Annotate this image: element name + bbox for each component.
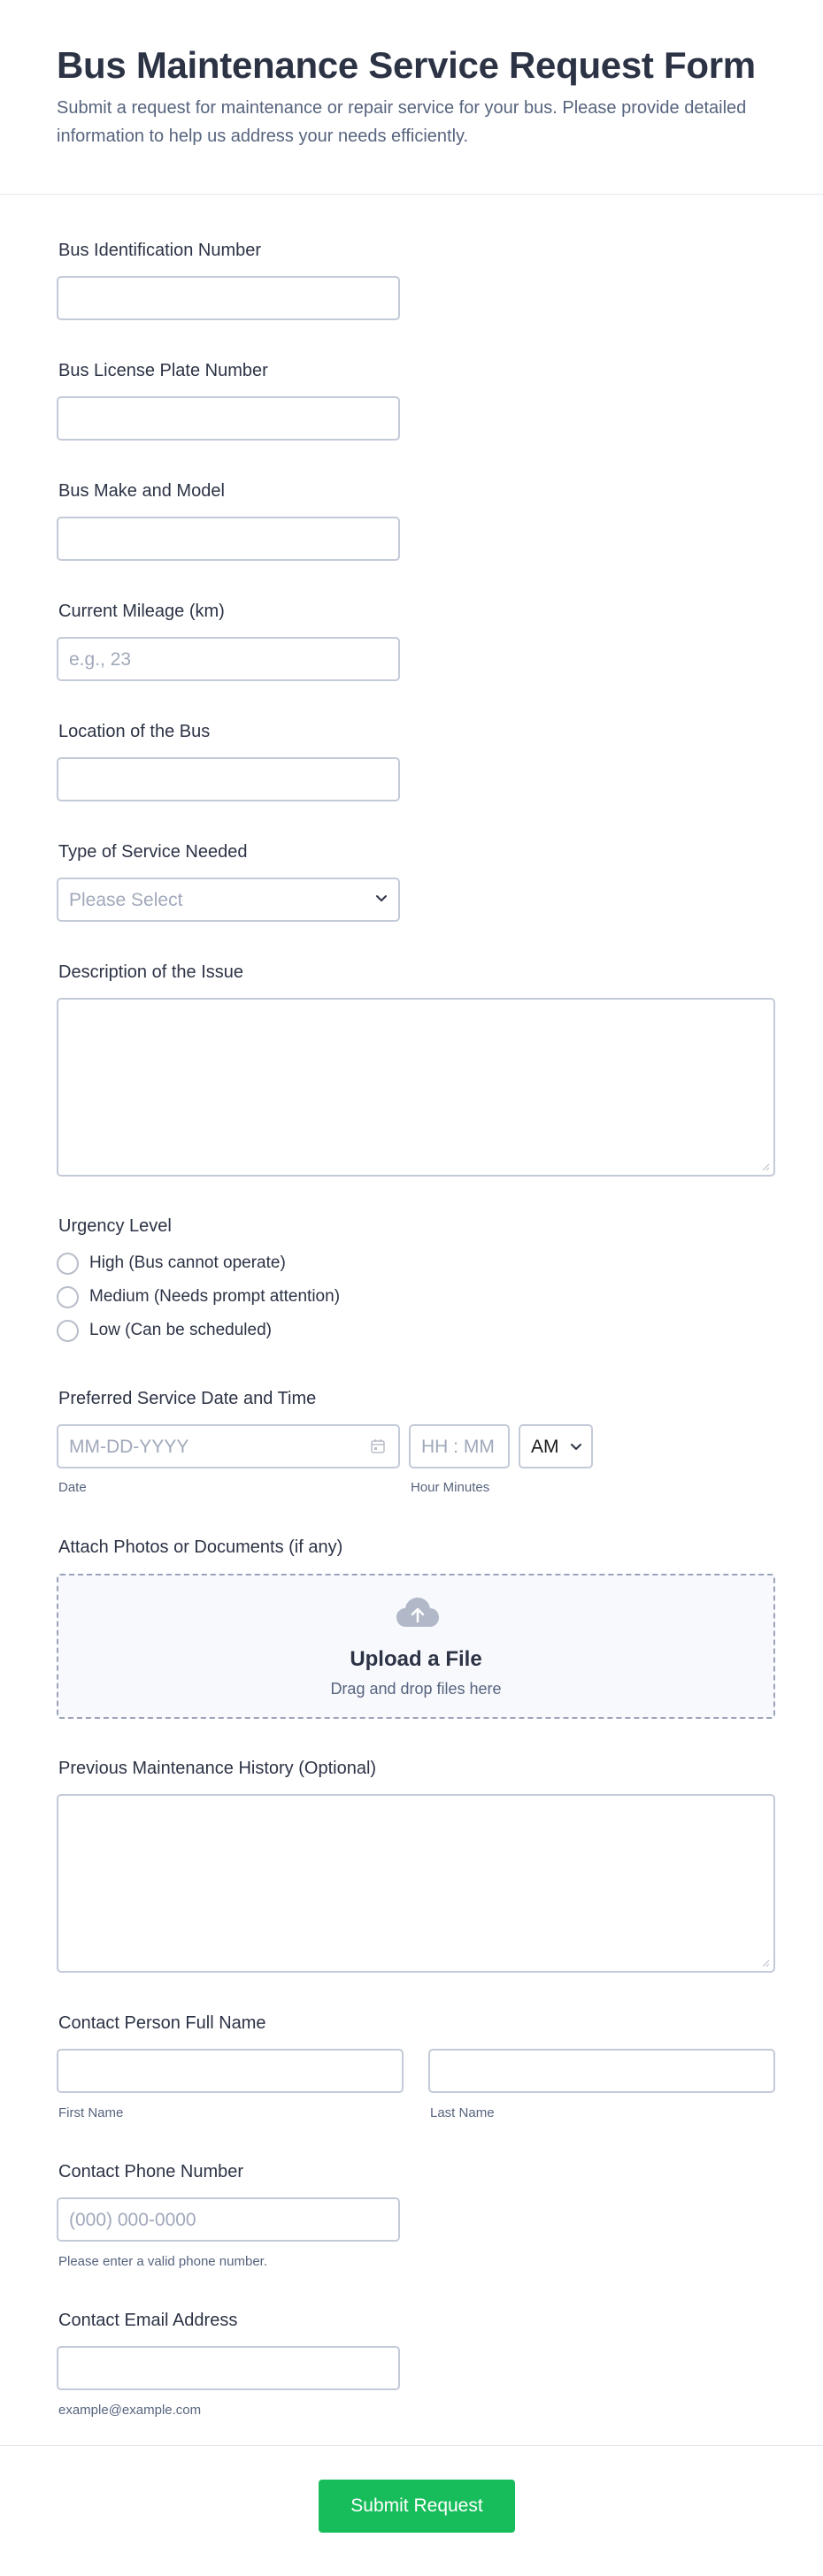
urgency-option-label: Medium (Needs prompt attention)	[89, 1287, 341, 1306]
radio-circle[interactable]	[57, 1320, 79, 1342]
attachments-label: Attach Photos or Documents (if any)	[58, 1537, 343, 1557]
phone-placeholder: (000) 000-0000	[69, 2210, 196, 2230]
date-placeholder: MM-DD-YYYY	[69, 1437, 189, 1457]
make-model-input[interactable]	[57, 517, 400, 561]
mileage-label: Current Mileage (km)	[58, 602, 225, 621]
upload-hint: Drag and drop files here	[330, 1680, 502, 1698]
mileage-input[interactable]	[57, 637, 400, 681]
urgency-label: Urgency Level	[58, 1216, 172, 1236]
plate-input[interactable]	[57, 396, 400, 441]
contact-name-label: Contact Person Full Name	[58, 2013, 266, 2033]
last-name-sublabel: Last Name	[430, 2105, 495, 2120]
email-sublabel: example@example.com	[58, 2403, 202, 2418]
phone-input[interactable]	[57, 2197, 400, 2242]
chevron-down-icon	[375, 894, 388, 903]
last-name-input[interactable]	[428, 2049, 775, 2093]
resize-grip-icon[interactable]	[761, 1959, 770, 1967]
phone-label: Contact Phone Number	[58, 2162, 244, 2181]
service-type-select[interactable]	[57, 878, 400, 922]
history-textarea[interactable]	[57, 1794, 775, 1973]
time-input[interactable]	[409, 1424, 510, 1468]
upload-title: Upload a File	[350, 1647, 482, 1671]
location-label: Location of the Bus	[58, 722, 211, 741]
first-name-input[interactable]	[57, 2049, 404, 2093]
date-sublabel: Date	[58, 1480, 87, 1495]
first-name-sublabel: First Name	[58, 2105, 124, 2120]
chevron-down-icon	[570, 1443, 582, 1452]
radio-circle[interactable]	[57, 1253, 79, 1275]
datetime-label: Preferred Service Date and Time	[58, 1389, 317, 1408]
description-textarea[interactable]	[57, 998, 775, 1177]
description-label: Description of the Issue	[58, 962, 243, 982]
bus-id-label: Bus Identification Number	[58, 241, 262, 260]
history-label: Previous Maintenance History (Optional)	[58, 1759, 377, 1778]
ampm-value: AM	[531, 1437, 559, 1457]
page-title: Bus Maintenance Service Request Form	[57, 44, 756, 86]
time-placeholder: HH : MM	[421, 1437, 495, 1457]
email-input[interactable]	[57, 2346, 400, 2390]
file-upload-dropzone[interactable]	[57, 1574, 775, 1719]
service-type-label: Type of Service Needed	[58, 842, 248, 862]
phone-sublabel: Please enter a valid phone number.	[58, 2254, 267, 2269]
resize-grip-icon[interactable]	[761, 1162, 770, 1171]
urgency-option-label: High (Bus cannot operate)	[89, 1254, 286, 1272]
cloud-upload-icon	[396, 1597, 440, 1629]
make-model-label: Bus Make and Model	[58, 481, 225, 501]
ampm-select[interactable]	[519, 1424, 593, 1468]
location-input[interactable]	[57, 757, 400, 801]
urgency-option-label: Low (Can be scheduled)	[89, 1321, 272, 1339]
email-label: Contact Email Address	[58, 2311, 238, 2330]
submit-button[interactable]: Submit Request	[319, 2480, 515, 2533]
bus-id-input[interactable]	[57, 276, 400, 320]
plate-label: Bus License Plate Number	[58, 361, 268, 380]
time-sublabel: Hour Minutes	[411, 1480, 490, 1495]
form-footer	[0, 2445, 823, 2576]
radio-circle[interactable]	[57, 1286, 79, 1308]
calendar-icon[interactable]	[370, 1438, 386, 1454]
mileage-placeholder: e.g., 23	[69, 649, 132, 670]
form-header	[0, 0, 823, 195]
form-description: Submit a request for maintenance or repair service for your bus. Please provide detailed information to help us address your needs efficiently.	[57, 98, 747, 146]
service-type-selected: Please Select	[69, 890, 183, 910]
date-input[interactable]	[57, 1424, 400, 1468]
